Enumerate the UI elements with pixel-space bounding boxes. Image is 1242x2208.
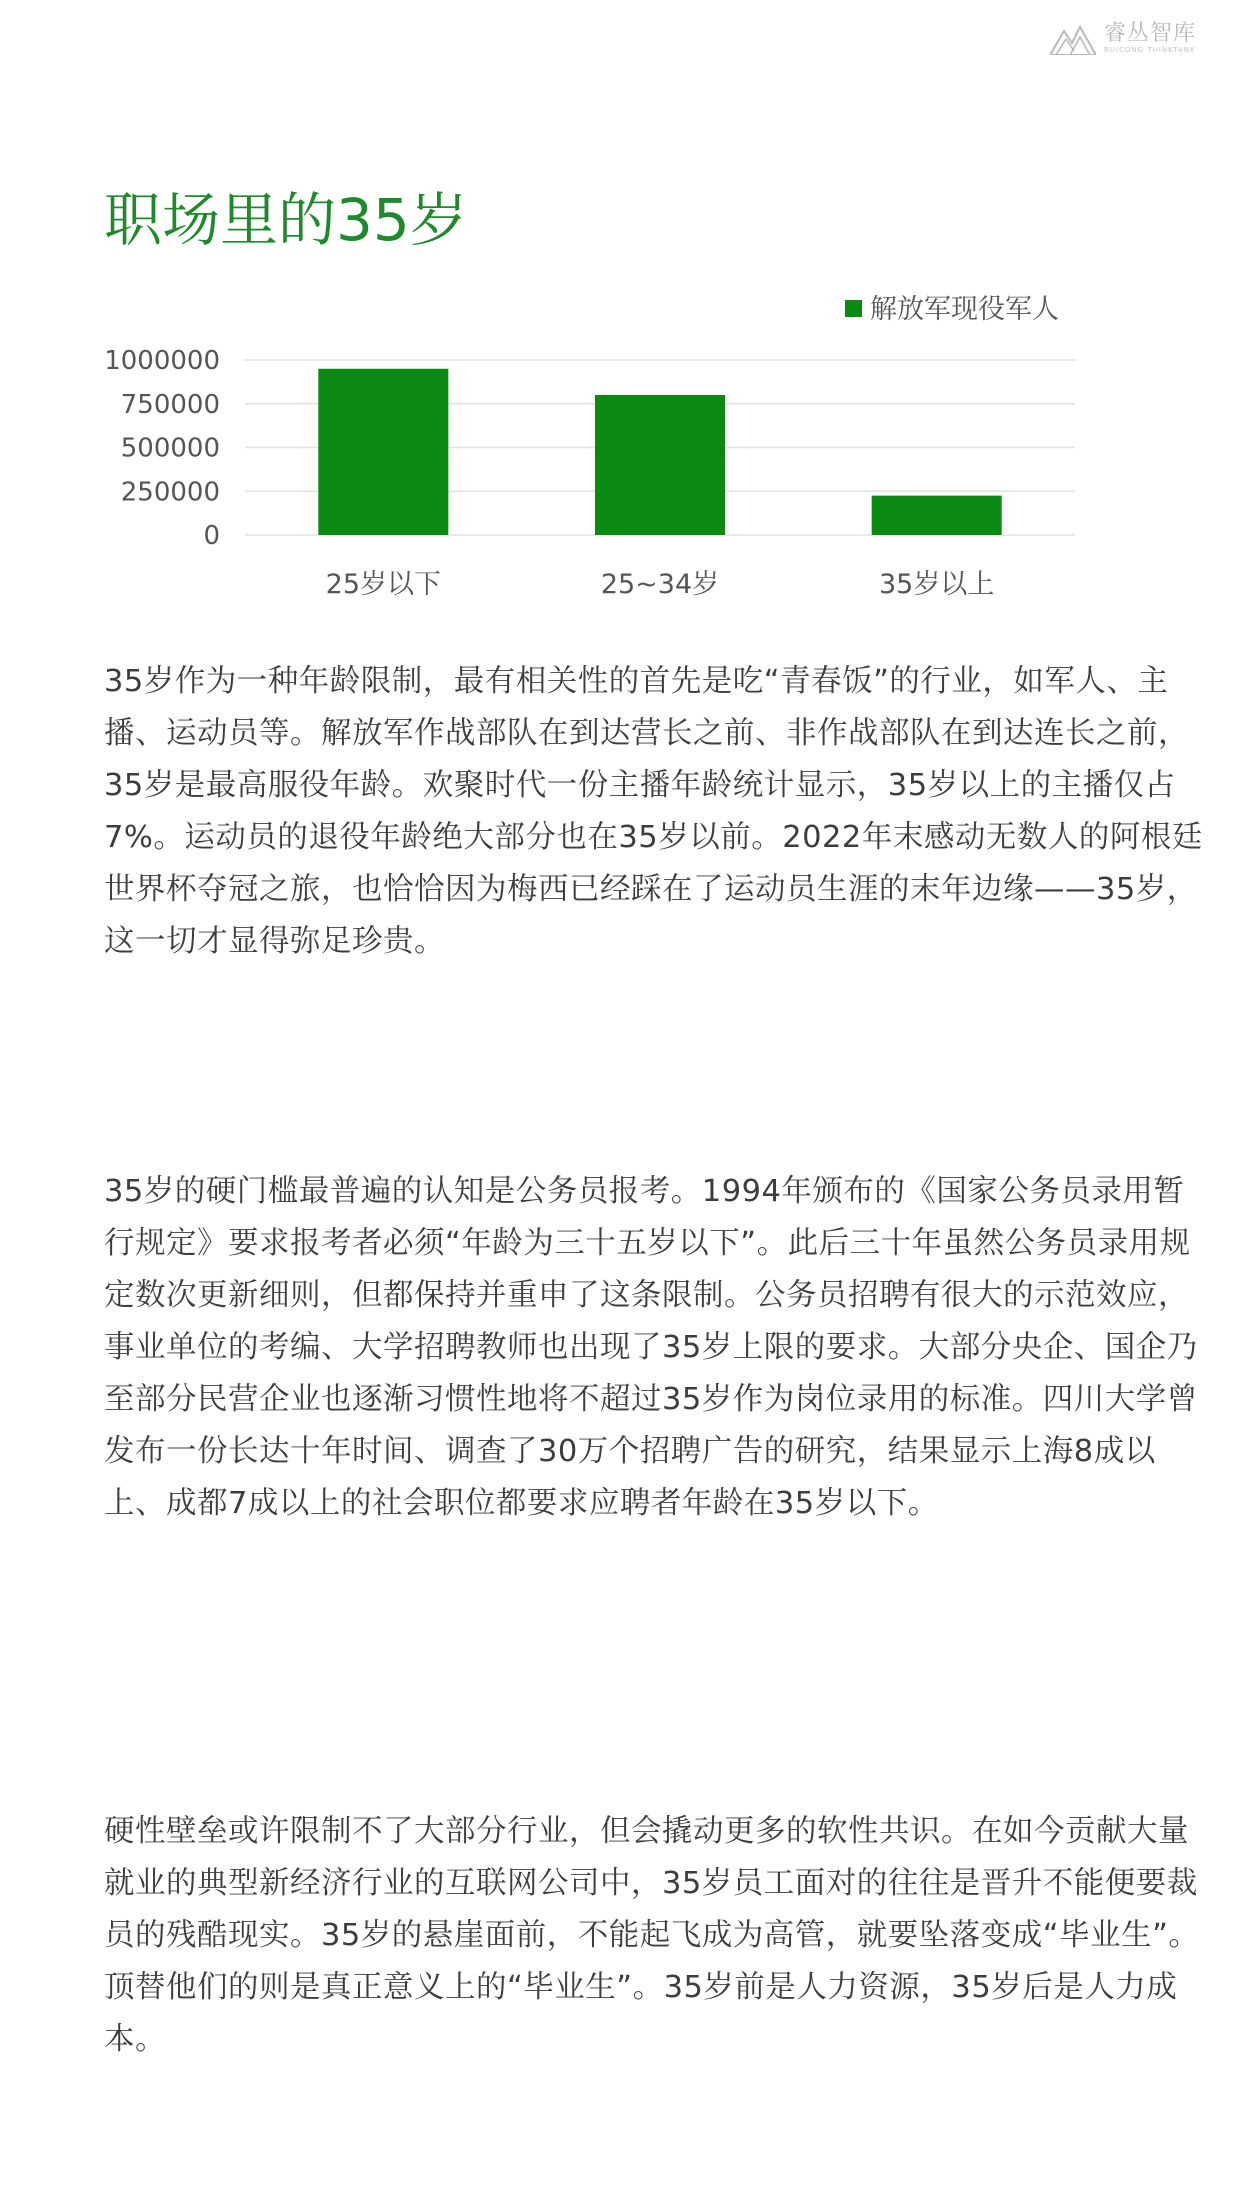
paragraph-1: 35岁作为一种年龄限制，最有相关性的首先是吃“青春饭”的行业，如军人、主播、运动员等。解放军作战部队在到达营长之前、非作战部队在到达连长之前，35岁是最高服役年龄。欢聚时代一份主播年龄统计显示，35岁以上的主播仅占7%。运动员的退役年龄绝大部分也在35岁以前。2022年末感动无数人的阿根廷世界杯夺冠之旅，也恰恰因为梅西已经踩在了运动员生涯的末年边缘——35岁，这一切才显得弥足珍贵。: [104, 664, 1203, 959]
chart-bars: [318, 369, 1001, 535]
page-title: 职场里的35岁: [104, 186, 468, 254]
chart-legend: [845, 294, 1059, 325]
x-tick-label: 25岁以下: [325, 569, 442, 600]
bar-chart: [0, 285, 1242, 625]
legend-swatch: [845, 300, 862, 317]
brand-logo: [1050, 22, 1196, 55]
y-tick-label: 1000000: [104, 346, 220, 376]
y-axis-ticks: [104, 346, 220, 551]
bar: [595, 395, 725, 535]
x-axis-ticks: [326, 569, 995, 600]
logo-subtext: RUICONG THINKTANK: [1103, 46, 1196, 54]
bar: [872, 496, 1002, 535]
x-tick-label: 35岁以上: [878, 569, 995, 600]
logo-text: 睿丛智库: [1103, 21, 1196, 46]
y-tick-label: 500000: [120, 433, 220, 464]
paragraph-2: 35岁的硬门槛最普遍的认知是公务员报考。1994年颁布的《国家公务员录用暂行规定》要求报考者必须“年龄为三十五岁以下”。此后三十年虽然公务员录用规定数次更新细则，但都保持并重申了这条限制。公务员招聘有很大的示范效应，事业单位的考编、大学招聘教师也出现了35岁上限的要求。大部分央企、国企乃至部分民营企业也逐渐习惯性地将不超过35岁作为岗位录用的标准。四川大学曾发布一份长达十年时间、调查了30万个招聘广告的研究，结果显示上海8成以上、成都7成以上的社会职位都要求应聘者年龄在35岁以下。: [104, 1174, 1198, 1521]
y-tick-label: 750000: [120, 389, 220, 420]
x-tick-label: 25~34岁: [600, 569, 720, 600]
y-tick-label: 0: [203, 521, 220, 551]
bar: [318, 369, 448, 535]
mountain-logo-icon: [1050, 23, 1096, 55]
y-tick-label: 250000: [120, 477, 220, 508]
paragraph-3: 硬性壁垒或许限制不了大部分行业，但会撬动更多的软性共识。在如今贡献大量就业的典型新经济行业的互联网公司中，35岁员工面对的往往是晋升不能便要裁员的残酷现实。35岁的悬崖面前，不能起飞成为高管，就要坠落变成“毕业生”。顶替他们的则是真正意义上的“毕业生”。35岁前是人力资源，35岁后是人力成本。: [104, 1814, 1200, 2057]
legend-label: 解放军现役军人: [870, 294, 1059, 325]
